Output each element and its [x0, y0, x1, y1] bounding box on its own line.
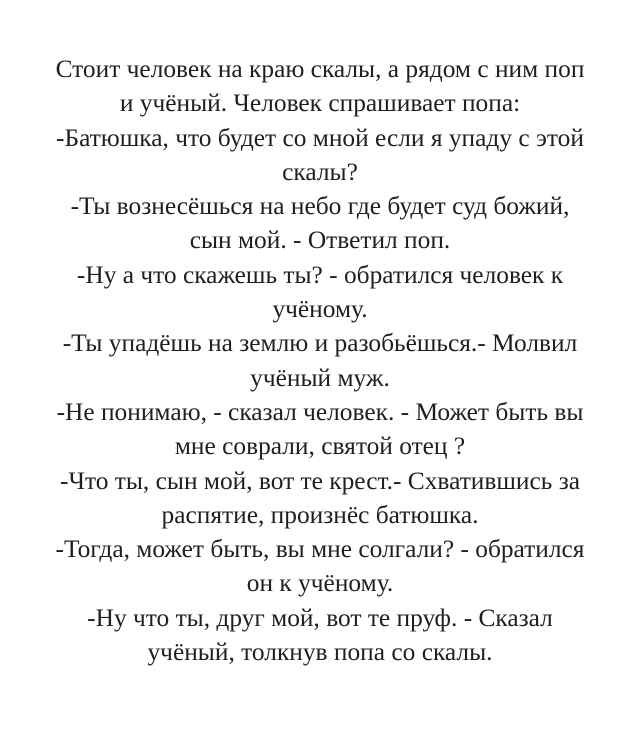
text-line: -Не понимаю, - сказал человек. - Может быть вы	[56, 397, 584, 426]
text-line: учёному.	[272, 295, 368, 324]
text-line: он к учёному.	[246, 569, 394, 598]
text-line: сын мой. - Ответил поп.	[189, 226, 451, 255]
text-line: -Батюшка, что будет со мной если я упаду с этой	[56, 123, 584, 152]
text-line: -Тогда, может быть, вы мне солгали? - обратился	[55, 535, 585, 564]
text-line: и учёный. Человек спрашивает попа:	[119, 89, 521, 118]
text-line: учёный, толкнув попа со скалы.	[147, 638, 493, 667]
text-line: учёный муж.	[250, 363, 390, 392]
text-line: -Ты упадёшь на землю и разобьёшься.- Молвил	[62, 329, 578, 358]
text-line: Стоит человек на краю скалы, а рядом с ним поп	[55, 55, 585, 83]
text-line: скалы?	[282, 157, 358, 186]
text-line: мне соврали, святой отец ?	[174, 432, 466, 461]
text-line: -Что ты, сын мой, вот те крест.- Схватившись за	[60, 466, 580, 495]
joke-text	[20, 52, 620, 669]
text-line: распятие, произнёс батюшка.	[161, 500, 479, 529]
text-line: -Ты вознесёшься на небо где будет суд божий,	[70, 192, 570, 221]
text-line: -Ну что ты, друг мой, вот те пруф. - Сказал	[87, 603, 553, 632]
text-line: -Ну а что скажешь ты? - обратился человек к	[76, 260, 564, 289]
